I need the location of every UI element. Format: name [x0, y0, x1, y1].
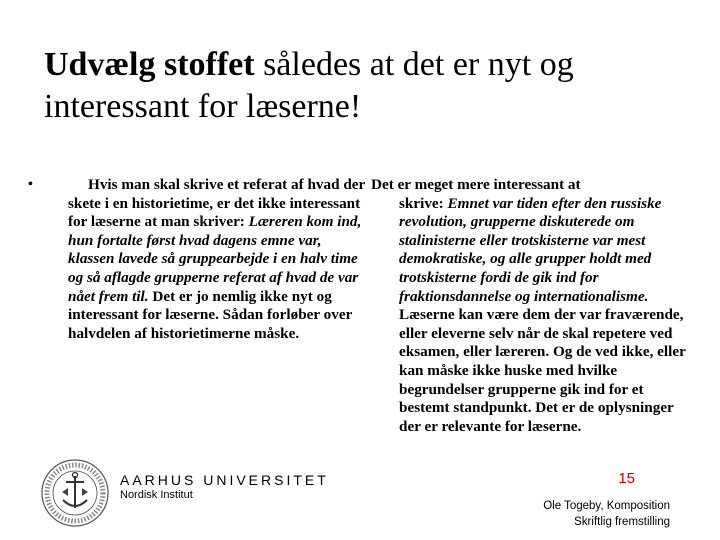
right-text-example: Emnet var tiden efter den russiske revolution, grupperne diskuterede om stalinisterne eller trotskisterne var mest demokratiske, og alle grupper holdt med trotskisterne fordi de gik ind for fraktionsdannelse og internationalisme. — [399, 194, 662, 305]
right-column-text — [371, 176, 691, 436]
left-text-example: Læreren kom ind, hun fortalte først hvad dagens emne var, klassen lavede så gruppearbejde i en halv time og så aflagde grupperne referat af hvad de var nået frem til. — [68, 213, 362, 305]
bullet-marker: • — [28, 177, 33, 192]
right-text-intro: skrive: — [399, 194, 448, 212]
footer-course: Skriftlig fremstilling — [574, 516, 670, 528]
slide-title-bold: Udvælg stoffet — [44, 46, 255, 83]
left-text-conclusion: Det er jo nemlig ikke nyt og interessant for læserne. Sådan forløber over halvdelen af historietimerne måske. — [68, 287, 353, 342]
footer-author-block — [543, 498, 670, 530]
slide-title-rest: således at det er nyt og interessant for læserne! — [44, 46, 574, 125]
page-number: 15 — [618, 470, 635, 487]
right-text-body — [371, 195, 691, 437]
left-text-intro: Hvis man skal skrive et referat af hvad der skete i en historietime, er det ikke interessant for læserne at man skriver: — [68, 176, 366, 231]
university-seal-logo — [40, 458, 110, 528]
slide-title — [44, 44, 704, 128]
right-text-first-line: Det er meget mere interessant at — [371, 176, 581, 193]
footer-author: Ole Togeby, Komposition — [543, 500, 670, 512]
right-text-conclusion: Læserne kan være dem der var fraværende, eller eleverne selv når de skal repetere ved eksamen, eller læreren. Og de ved ikke, eller kan måske ikke huske med hvilke begrundelser grupperne gik ind for et bestemt standpunkt. Det er de oplysninger der er relevante for læserne. — [399, 306, 686, 435]
university-name: AARHUS UNIVERSITET — [120, 472, 329, 488]
left-column-text — [68, 176, 368, 343]
institute-name: Nordisk Institut — [120, 489, 193, 501]
